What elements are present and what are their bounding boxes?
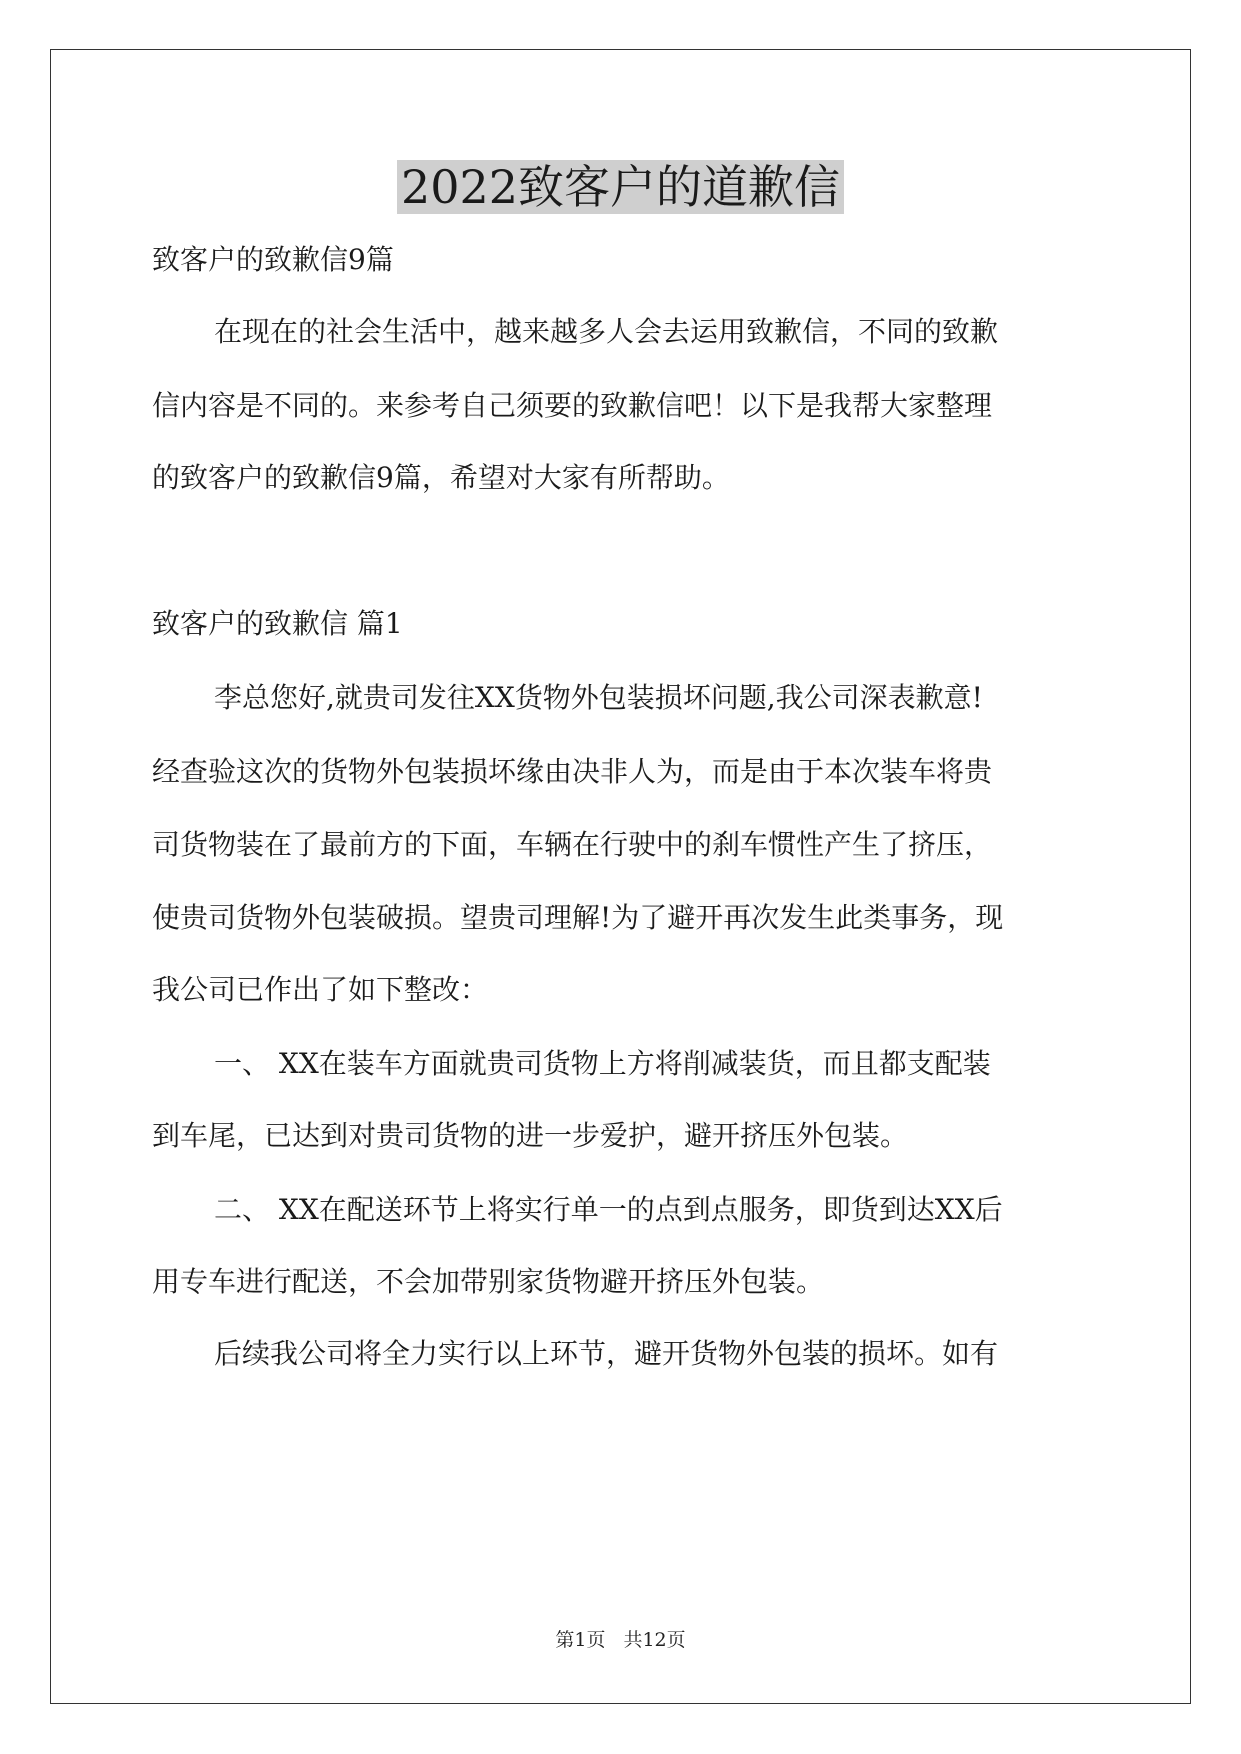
letter-line: 一、 XX在装车方面就贵司货物上方将削减装货，而且都支配装: [214, 1047, 991, 1080]
letter-line: 二、 XX在配送环节上将实行单一的点到点服务，即货到达XX后: [214, 1193, 1003, 1226]
section-heading: 致客户的致歉信 篇1: [152, 607, 403, 640]
intro-line: 信内容是不同的。来参考自己须要的致歉信吧！以下是我帮大家整理: [152, 389, 993, 422]
page-footer: [0, 1628, 1241, 1652]
letter-line: 到车尾，已达到对贵司货物的进一步爱护，避开挤压外包装。: [152, 1119, 909, 1152]
intro-line: 在现在的社会生活中，越来越多人会去运用致歉信，不同的致歉: [214, 315, 999, 348]
letter-line: 李总您好,就贵司发往XX货物外包装损坏问题,我公司深表歉意!: [214, 681, 983, 714]
letter-line: 我公司已作出了如下整改：: [152, 973, 489, 1006]
document-title-text: 2022致客户的道歉信: [397, 160, 844, 214]
letter-line: 使贵司货物外包装破损。望贵司理解!为了避开再次发生此类事务，现: [152, 901, 1004, 934]
letter-line: 用专车进行配送，不会加带别家货物避开挤压外包装。: [152, 1265, 825, 1298]
letter-line: 后续我公司将全力实行以上环节，避开货物外包装的损坏。如有: [214, 1337, 999, 1370]
page-total: 共12页: [623, 1629, 686, 1651]
subtitle: 致客户的致歉信9篇: [152, 243, 394, 276]
page-frame: [50, 49, 1191, 1704]
document-title: [0, 158, 1241, 216]
letter-line: 司货物装在了最前方的下面，车辆在行驶中的刹车惯性产生了挤压，: [152, 828, 993, 861]
letter-line: 经查验这次的货物外包装损坏缘由决非人为，而是由于本次装车将贵: [152, 755, 993, 788]
intro-line: 的致客户的致歉信9篇，希望对大家有所帮助。: [152, 461, 730, 494]
page-number: 第1页: [555, 1629, 606, 1651]
